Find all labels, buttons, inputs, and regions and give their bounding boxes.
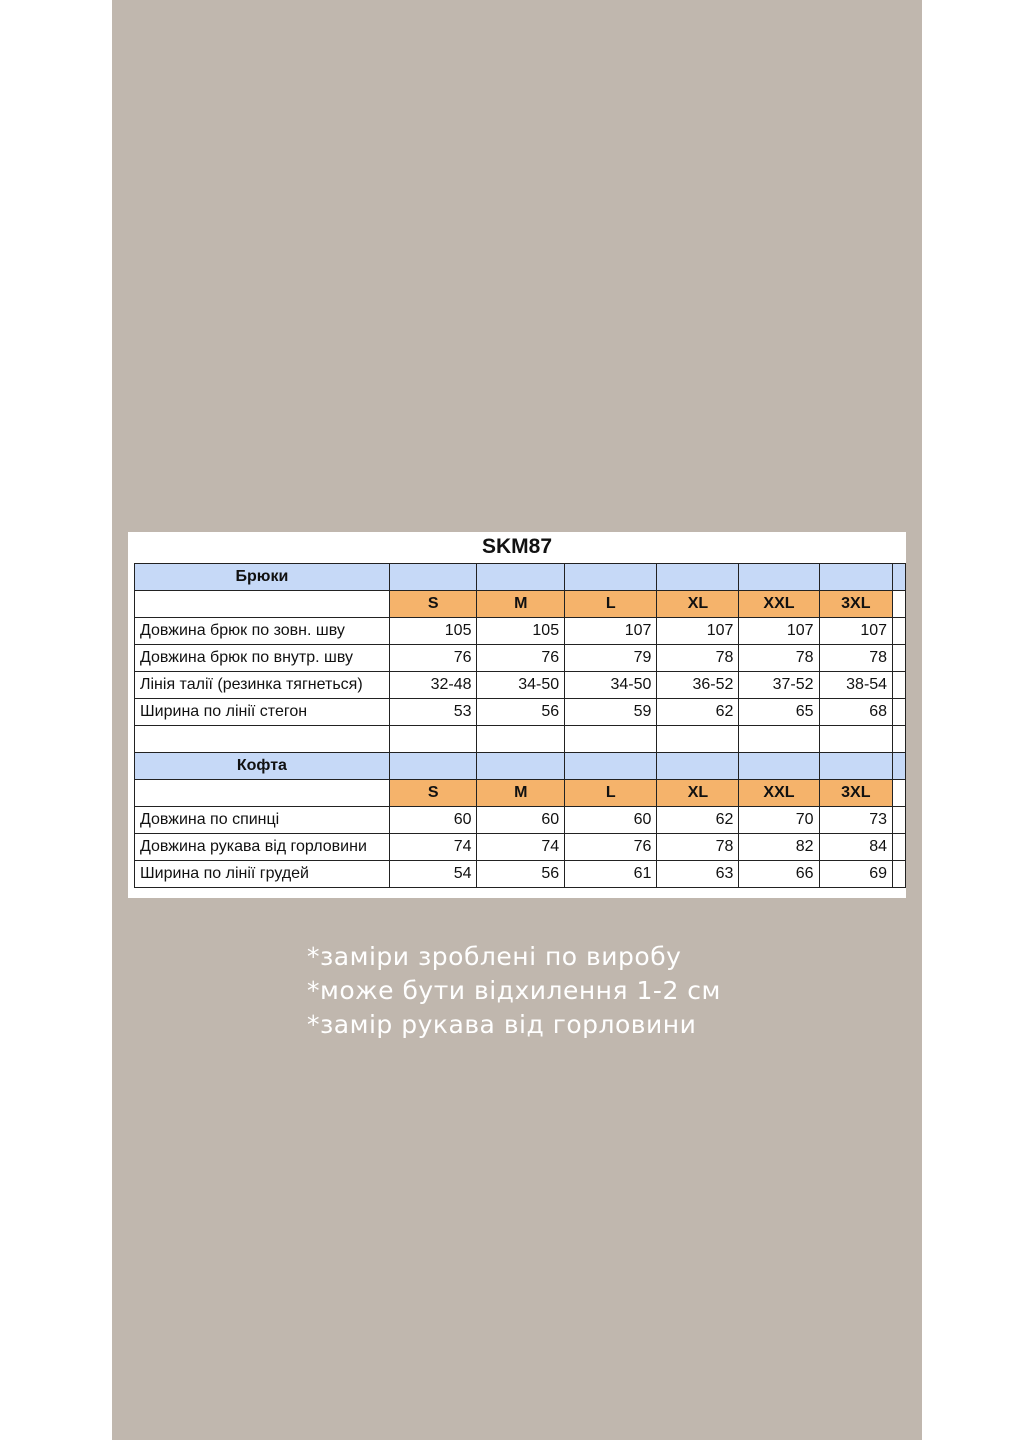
section-header-row [135, 753, 906, 780]
size-table [134, 563, 906, 888]
table-edge-cell [893, 672, 906, 699]
size-header-cell: 3XL [819, 780, 893, 807]
measurement-value: 79 [565, 645, 657, 672]
empty-cell [739, 564, 819, 591]
measurement-value: 34-50 [477, 672, 565, 699]
measurement-value: 63 [657, 861, 739, 888]
size-header-cell: XXL [739, 780, 819, 807]
table-edge-cell [893, 699, 906, 726]
measurement-value: 74 [389, 834, 477, 861]
measurement-value: 78 [657, 834, 739, 861]
measurement-value: 84 [819, 834, 893, 861]
measurement-label: Довжина брюк по внутр. шву [135, 645, 390, 672]
empty-cell [477, 726, 565, 753]
measurement-value: 53 [389, 699, 477, 726]
measurement-value: 107 [657, 618, 739, 645]
size-header-cell: XL [657, 591, 739, 618]
empty-cell [389, 564, 477, 591]
measurement-value: 78 [657, 645, 739, 672]
size-header-cell: L [565, 591, 657, 618]
table-edge-cell [893, 753, 906, 780]
measurement-value: 70 [739, 807, 819, 834]
measurement-value: 54 [389, 861, 477, 888]
measurement-value: 61 [565, 861, 657, 888]
spacer-row [135, 726, 906, 753]
empty-cell [657, 726, 739, 753]
measurement-value: 37-52 [739, 672, 819, 699]
empty-cell [819, 753, 893, 780]
table-row [135, 861, 906, 888]
measurement-label: Довжина по спинці [135, 807, 390, 834]
empty-cell [739, 726, 819, 753]
table-row [135, 672, 906, 699]
table-edge-cell [893, 861, 906, 888]
table-edge-cell [893, 780, 906, 807]
empty-cell [657, 564, 739, 591]
table-row [135, 699, 906, 726]
measurement-label: Ширина по лінії стегон [135, 699, 390, 726]
measurement-label: Довжина брюк по зовн. шву [135, 618, 390, 645]
size-header-cell: S [389, 780, 477, 807]
measurement-value: 76 [477, 645, 565, 672]
measurement-value: 69 [819, 861, 893, 888]
measurement-value: 78 [819, 645, 893, 672]
measurement-value: 62 [657, 807, 739, 834]
note-line: *замір рукава від горловини [307, 1010, 697, 1039]
measurement-value: 82 [739, 834, 819, 861]
table-edge-cell [893, 618, 906, 645]
measurement-label: Лінія талії (резинка тягнеться) [135, 672, 390, 699]
empty-cell [477, 564, 565, 591]
table-edge-cell [893, 834, 906, 861]
measurement-value: 32-48 [389, 672, 477, 699]
size-header-row [135, 780, 906, 807]
section-heading: Кофта [135, 753, 390, 780]
table-edge-cell [893, 726, 906, 753]
empty-cell [477, 753, 565, 780]
note-line: *може бути відхилення 1-2 см [307, 976, 721, 1005]
empty-cell [565, 564, 657, 591]
measurement-value: 34-50 [565, 672, 657, 699]
measurement-value: 60 [565, 807, 657, 834]
measurement-value: 60 [389, 807, 477, 834]
size-header-cell: M [477, 591, 565, 618]
table-edge-cell [893, 645, 906, 672]
measurement-value: 38-54 [819, 672, 893, 699]
section-header-row [135, 564, 906, 591]
size-header-cell: 3XL [819, 591, 893, 618]
measurement-label: Довжина рукава від горловини [135, 834, 390, 861]
section-heading: Брюки [135, 564, 390, 591]
measurement-value: 105 [477, 618, 565, 645]
size-header-row [135, 591, 906, 618]
measurement-value: 107 [819, 618, 893, 645]
size-header-cell: L [565, 780, 657, 807]
measurement-value: 76 [565, 834, 657, 861]
table-edge-cell [893, 591, 906, 618]
measurement-value: 60 [477, 807, 565, 834]
measurement-value: 78 [739, 645, 819, 672]
table-row [135, 645, 906, 672]
size-chart-sheet [128, 532, 906, 898]
measurement-value: 56 [477, 861, 565, 888]
size-header-cell: S [389, 591, 477, 618]
empty-cell [135, 780, 390, 807]
table-edge-cell [893, 564, 906, 591]
empty-cell [565, 726, 657, 753]
empty-cell [389, 753, 477, 780]
empty-cell [657, 753, 739, 780]
size-header-cell: XXL [739, 591, 819, 618]
size-header-cell: M [477, 780, 565, 807]
measurement-value: 107 [565, 618, 657, 645]
measurement-value: 73 [819, 807, 893, 834]
measurement-value: 105 [389, 618, 477, 645]
empty-cell [135, 726, 390, 753]
measurement-value: 76 [389, 645, 477, 672]
empty-cell [565, 753, 657, 780]
measurement-value: 107 [739, 618, 819, 645]
measurement-value: 65 [739, 699, 819, 726]
chart-title: SKM87 [481, 535, 553, 558]
empty-cell [135, 591, 390, 618]
table-row [135, 807, 906, 834]
measurement-value: 66 [739, 861, 819, 888]
table-edge-cell [893, 807, 906, 834]
empty-cell [739, 753, 819, 780]
empty-cell [819, 564, 893, 591]
measurement-value: 56 [477, 699, 565, 726]
measurement-value: 74 [477, 834, 565, 861]
measurement-notes [307, 940, 907, 1042]
size-header-cell: XL [657, 780, 739, 807]
measurement-value: 68 [819, 699, 893, 726]
table-row [135, 618, 906, 645]
measurement-label: Ширина по лінії грудей [135, 861, 390, 888]
measurement-value: 62 [657, 699, 739, 726]
measurement-value: 59 [565, 699, 657, 726]
empty-cell [389, 726, 477, 753]
measurement-value: 36-52 [657, 672, 739, 699]
table-row [135, 834, 906, 861]
empty-cell [819, 726, 893, 753]
note-line: *заміри зроблені по виробу [307, 942, 682, 971]
